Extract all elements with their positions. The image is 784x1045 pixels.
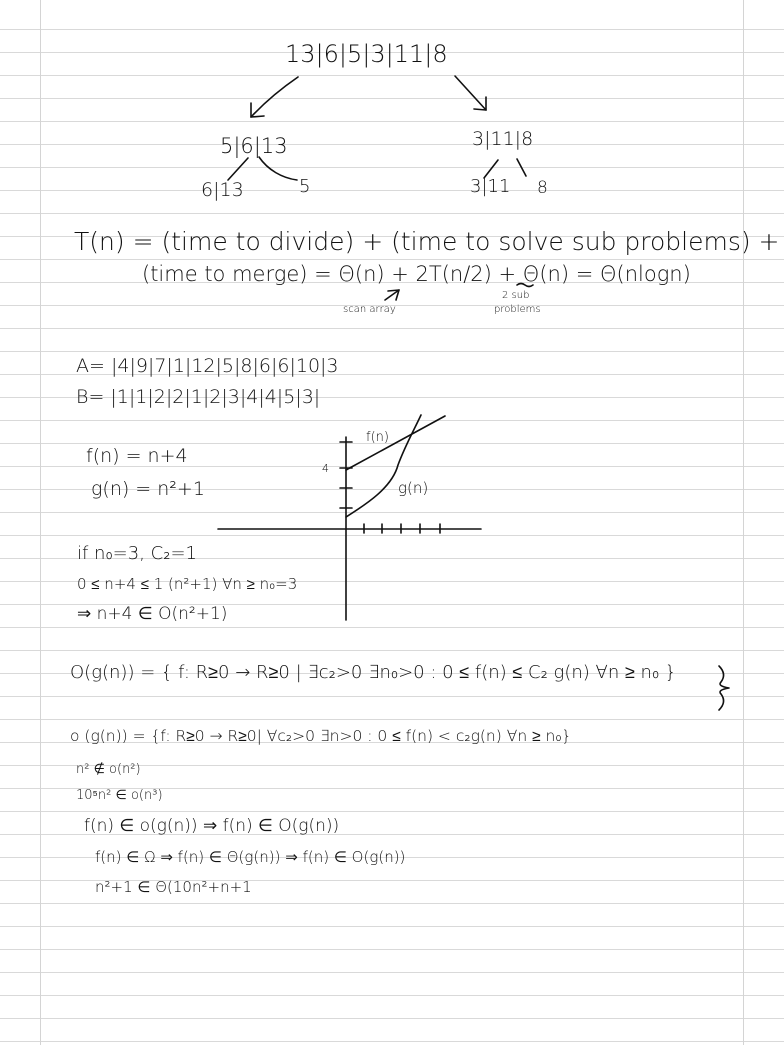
big-o-closing-brace bbox=[719, 666, 729, 710]
scan-array-note: scan array bbox=[343, 304, 396, 315]
tree-right-left-array: 3|11 bbox=[470, 176, 511, 197]
big-o-definition: O(g(n)) = { f: R≥0 → R≥0 | ∃c₂>0 ∃n₀>0 : 0 ≤ f(n) ≤ C₂ g(n) ∀n ≥ n₀ } bbox=[70, 662, 677, 683]
sub-problems-note-2: problems bbox=[494, 304, 541, 315]
tree-arrow-right bbox=[455, 76, 486, 110]
tree-left-right-array: 5 bbox=[299, 176, 311, 197]
graph-f-curve bbox=[346, 416, 445, 470]
tree-left-array: 5|6|13 bbox=[220, 134, 288, 158]
array-b: B= |1|1|2|2|1|2|3|4|4|5|3| bbox=[76, 386, 321, 408]
tilde-mark bbox=[517, 284, 533, 287]
graph-g-curve bbox=[346, 415, 421, 517]
proof-line-3: ⇒ n+4 ∈ O(n²+1) bbox=[77, 604, 228, 624]
example-line-4: f(n) ∈ Ω ⇒ f(n) ∈ Θ(g(n)) ⇒ f(n) ∈ O(g(n)) bbox=[95, 848, 406, 866]
recurrence-line-2: (time to merge) = Θ(n) + 2T(n/2) + Θ(n) = Θ(nlogn) bbox=[142, 262, 691, 286]
example-line-2: 10⁵n² ∈ o(n³) bbox=[76, 788, 163, 803]
branch-3-11-8-left bbox=[484, 160, 498, 178]
example-line-3: f(n) ∈ o(g(n)) ⇒ f(n) ∈ O(g(n)) bbox=[84, 816, 340, 836]
function-g: g(n) = n²+1 bbox=[91, 478, 205, 500]
tree-arrow-left bbox=[251, 77, 298, 117]
proof-line-2: 0 ≤ n+4 ≤ 1 (n²+1) ∀n ≥ n₀=3 bbox=[77, 575, 298, 593]
tree-left-left-array: 6|13 bbox=[201, 179, 244, 201]
tree-right-right-array: 8 bbox=[537, 178, 548, 198]
graph-f-label: f(n) bbox=[366, 430, 389, 445]
array-a: A= |4|9|7|1|12|5|8|6|6|10|3 bbox=[76, 355, 339, 377]
graph-g-label: g(n) bbox=[398, 479, 429, 497]
function-f: f(n) = n+4 bbox=[86, 445, 188, 467]
little-o-definition: o (g(n)) = {f: R≥0 → R≥0| ∀c₂>0 ∃n>0 : 0 ≤ f(n) < c₂g(n) ∀n ≥ n₀} bbox=[70, 727, 572, 745]
example-line-5: n²+1 ∈ Θ(10n²+n+1 bbox=[95, 878, 252, 896]
branch-3-11-8-right bbox=[517, 159, 526, 176]
branch-5-6-13-left bbox=[228, 158, 248, 180]
proof-line-1: if n₀=3, C₂=1 bbox=[77, 543, 197, 564]
recurrence-line-1: T(n) = (time to divide) + (time to solve sub problems) + bbox=[74, 227, 780, 256]
tree-right-array: 3|11|8 bbox=[472, 128, 534, 150]
tree-root-array: 13|6|5|3|11|8 bbox=[285, 40, 448, 68]
sub-problems-note-1: 2 sub bbox=[502, 290, 530, 301]
example-line-1: n² ∉ o(n²) bbox=[76, 762, 141, 777]
branch-5-6-13-right bbox=[259, 157, 297, 180]
graph-y-tick-label: 4 bbox=[322, 462, 329, 475]
